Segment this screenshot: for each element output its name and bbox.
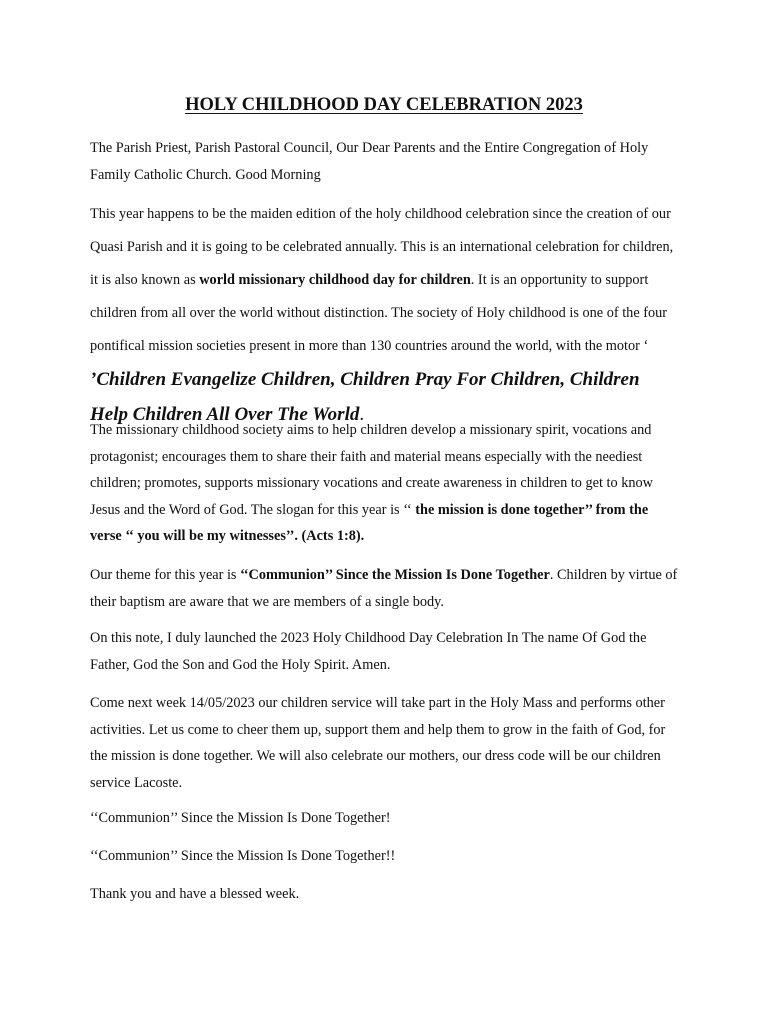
aims-text: The missionary childhood society aims to help children develop a missionary spirit, vocations and protagonist; encourages them to share their faith and material means especially with the neediest children; promotes, supports missionary vocations and create awareness in children to get to know Jesus and the Word of God. The slogan for this year is ‘‘ [90, 422, 653, 518]
motto-period: . [359, 404, 365, 425]
closing-line: Thank you and have a blessed week. [90, 886, 300, 902]
theme-intro-text: Our theme for this year is [90, 567, 241, 583]
theme-repeat-line-2: ‘‘Communion’’ Since the Mission Is Done Together!! [90, 848, 396, 864]
society-aims-paragraph [90, 417, 680, 550]
slogan-text: the mission is done together’’ from the verse ‘‘ you will be my witnesses’’. (Acts 1:8). [90, 501, 649, 545]
launch-paragraph: On this note, I duly launched the 2023 Holy Childhood Day Celebration In The name Of God the Father, God the Son and God the Holy Spirit. Amen. [90, 630, 647, 673]
greeting-paragraph: The Parish Priest, Parish Pastoral Council, Our Dear Parents and the Entire Congregation of Holy Family Catholic Church. Good Morning [90, 140, 649, 183]
next-week-paragraph: Come next week 14/05/2023 our children service will take part in the Holy Mass and performs other activities. Let us come to cheer them up, support them and help them to grow in the faith of God, for the mission is done together. We will also celebrate our mothers, our dress code will be our children service Lacoste. [90, 695, 666, 791]
motto-text: ’Children Evangelize Children, Children Pray For Children, Children Help Children All Over The World [90, 369, 640, 425]
intro-text-continued: . It is an opportunity to support children from all over the world without distinction. The society of Holy childhood is one of the four pontifical mission societies present in more than 130 countries around the world, with the motor ‘ [90, 272, 668, 354]
intro-text: This year happens to be the maiden edition of the holy childhood celebration since the creation of our Quasi Parish and it is going to be celebrated annually. This is an international celebration for children, it is also known as [90, 206, 674, 288]
introduction-paragraph [90, 198, 680, 433]
theme-paragraph [90, 562, 680, 615]
theme-text-continued: . Children by virtue of their baptism are aware that we are members of a single body. [90, 567, 678, 610]
theme-repeat-line: ‘‘Communion’’ Since the Mission Is Done Together! [90, 810, 391, 826]
document-title: HOLY CHILDHOOD DAY CELEBRATION 2023 [185, 95, 583, 115]
theme-bold-text: ‘‘Communion’’ Since the Mission Is Done Together [240, 567, 550, 583]
intro-bold-text: world missionary childhood day for children [199, 272, 471, 288]
